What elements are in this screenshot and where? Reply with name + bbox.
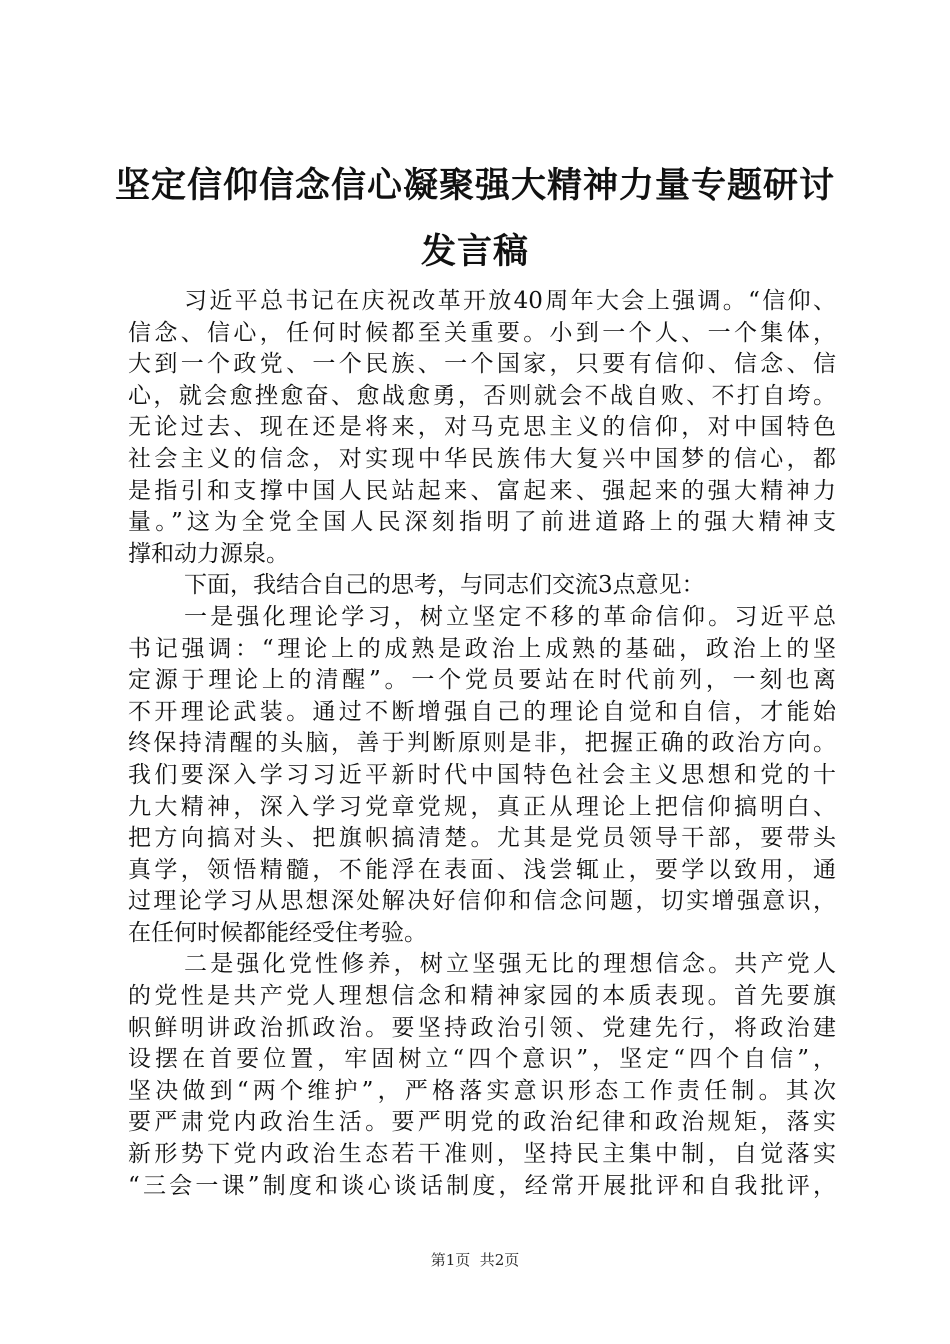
body-line: 终保持清醒的头脑，善于判断原则是非，把握正确的政治方向。 (128, 730, 836, 757)
body-line: 撑和动力源泉。 (128, 540, 289, 567)
page-number-footer: 第1页 共2页 (430, 1251, 520, 1269)
body-line: 大到一个政党、一个民族、一个国家，只要有信仰、信念、信 (128, 351, 836, 378)
body-line: 无论过去、现在还是将来，对马克思主义的信仰，对中国特色 (128, 414, 836, 441)
body-line: 一是强化理论学习，树立坚定不移的革命信仰。习近平总 (184, 603, 836, 630)
document-title-line-2: 发言稿 (420, 231, 529, 272)
body-line: 要严肃党内政治生活。要严明党的政治纪律和政治规矩，落实 (128, 1109, 836, 1136)
body-line: 真学，领悟精髓，不能浮在表面、浅尝辄止，要学以致用，通 (128, 856, 836, 883)
body-line: 心，就会愈挫愈奋、愈战愈勇，否则就会不战自败、不打自垮。 (128, 382, 836, 409)
body-line: 坚决做到“两个维护”，严格落实意识形态工作责任制。其次 (128, 1077, 836, 1104)
body-line: 帜鲜明讲政治抓政治。要坚持政治引领、党建先行，将政治建 (128, 1014, 836, 1041)
body-line: 二是强化党性修养，树立坚强无比的理想信念。共产党人 (184, 951, 836, 978)
body-line: 过理论学习从思想深处解决好信仰和信念问题，切实增强意识， (128, 888, 836, 915)
document-body (128, 286, 836, 1202)
body-line: 九大精神，深入学习党章党规，真正从理论上把信仰搞明白、 (128, 793, 836, 820)
body-line: 下面，我结合自己的思考，与同志们交流3点意见： (184, 572, 705, 599)
body-line: 是指引和支撑中国人民站起来、富起来、强起来的强大精神力 (128, 477, 836, 504)
body-line: 在任何时候都能经受住考验。 (128, 919, 427, 946)
body-line: 社会主义的信念，对实现中华民族伟大复兴中国梦的信心，都 (128, 445, 836, 472)
body-line: 书记强调：“理论上的成熟是政治上成熟的基础，政治上的坚 (128, 635, 836, 662)
body-line: 信念、信心，任何时候都至关重要。小到一个人、一个集体， (128, 319, 836, 346)
body-line: 我们要深入学习习近平新时代中国特色社会主义思想和党的十 (128, 761, 836, 788)
body-line: 的党性是共产党人理想信念和精神家园的本质表现。首先要旗 (128, 983, 836, 1010)
body-line: 量。”这为全党全国人民深刻指明了前进道路上的强大精神支 (128, 509, 836, 536)
body-line: 设摆在首要位置，牢固树立“四个意识”，坚定“四个自信”， (128, 1046, 836, 1073)
body-line: 习近平总书记在庆祝改革开放40周年大会上强调。“信仰、 (184, 288, 836, 314)
body-line: 定源于理论上的清醒”。一个党员要站在时代前列，一刻也离 (128, 667, 836, 694)
body-line: 不开理论武装。通过不断增强自己的理论自觉和自信，才能始 (128, 698, 836, 725)
body-line: 新形势下党内政治生态若干准则，坚持民主集中制，自觉落实 (128, 1141, 836, 1168)
body-line: “三会一课”制度和谈心谈话制度，经常开展批评和自我批评， (128, 1172, 836, 1199)
body-line: 把方向搞对头、把旗帜搞清楚。尤其是党员领导干部，要带头 (128, 825, 836, 852)
document-title-line-1: 坚定信仰信念信心凝聚强大精神力量专题研讨 (114, 165, 835, 206)
